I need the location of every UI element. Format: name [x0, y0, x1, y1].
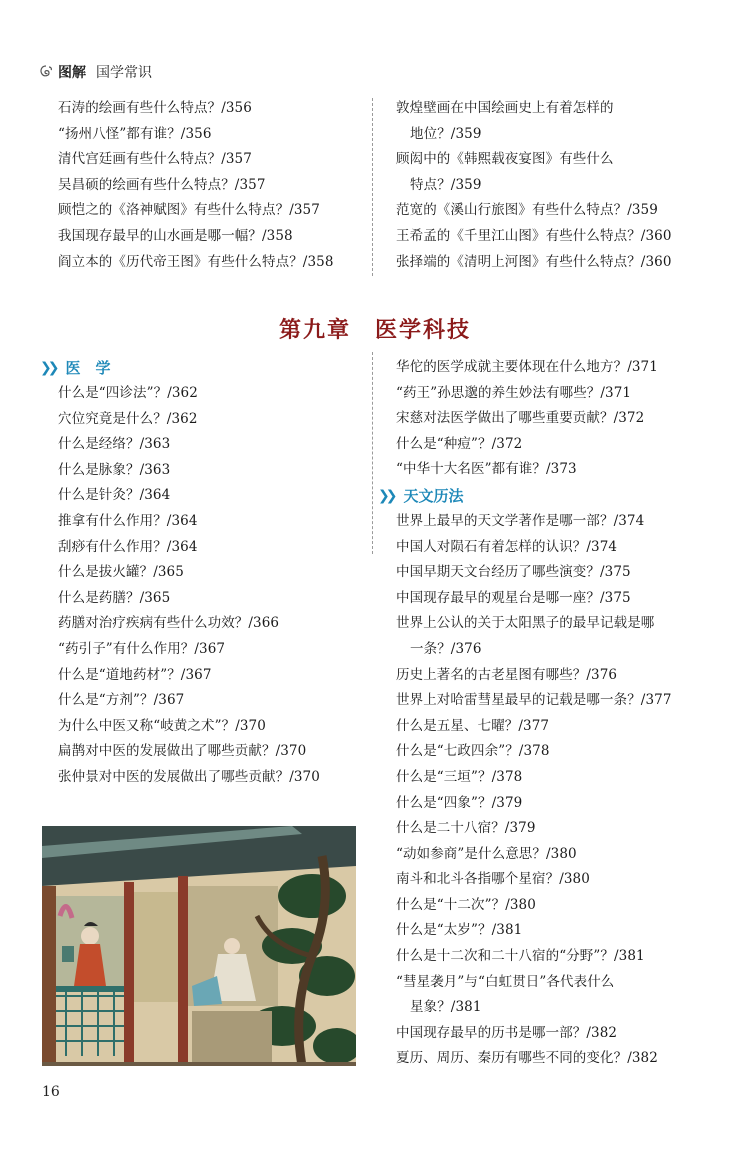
toc-entry: 什么是“十二次”？/380 — [396, 896, 536, 913]
toc-entry: 什么是十二次和二十八宿的“分野”？/381 — [396, 948, 645, 965]
toc-entry: 一条？/376 — [410, 640, 482, 657]
book-title: 图解 — [58, 65, 86, 81]
toc-entry: 什么是经络？/363 — [58, 436, 171, 453]
toc-entry: 张仲景对中医的发展做出了哪些贡献？/370 — [58, 768, 320, 785]
section-heading-medicine — [40, 355, 320, 381]
column-divider-bottom — [372, 352, 373, 554]
toc-entry: 宋慈对法医学做出了哪些重要贡献？/372 — [396, 410, 645, 427]
toc-entry: 什么是“道地药材”？/367 — [58, 666, 212, 683]
toc-entry: 什么是“太岁”？/381 — [396, 922, 523, 939]
toc-right-bottom-column — [378, 355, 672, 1072]
toc-entry: 地位？/359 — [410, 125, 482, 142]
medicine-list — [40, 381, 320, 791]
toc-entry: 什么是药膳？/365 — [58, 589, 171, 606]
toc-entry: 推拿有什么作用？/364 — [58, 512, 198, 529]
column-divider-top — [372, 98, 373, 276]
toc-entry: 什么是“方剂”？/367 — [58, 692, 185, 709]
toc-entry: 石涛的绘画有些什么特点？/356 — [58, 100, 252, 116]
toc-entry: 吴昌硕的绘画有些什么特点？/357 — [58, 176, 266, 193]
toc-entry: 中国现存最早的观星台是哪一座？/375 — [396, 589, 631, 606]
toc-entry: 什么是五星、七曜？/377 — [396, 717, 550, 734]
toc-entry: 中国现存最早的历书是哪一部？/382 — [396, 1024, 618, 1041]
toc-entry: “彗星袭月”与“白虹贯日”各代表什么 — [396, 973, 615, 990]
toc-entry: “扬州八怪”都有谁？/356 — [58, 125, 212, 142]
toc-entry: 顾闳中的《韩熙载夜宴图》有些什么 — [396, 151, 614, 168]
toc-entry: 世界上最早的天文学著作是哪一部？/374 — [396, 512, 645, 529]
toc-entry: 药膳对治疗疾病有些什么功效？/366 — [58, 615, 280, 632]
toc-entry: 什么是“种痘”？/372 — [396, 435, 523, 452]
double-chevron-icon: ❯❯ — [378, 487, 394, 504]
running-header — [38, 62, 152, 82]
toc-entry: “药引子”有什么作用？/367 — [58, 640, 226, 657]
toc-entry: 刮痧有什么作用？/364 — [58, 538, 198, 555]
book-subtitle: 国学常识 — [96, 65, 152, 81]
toc-entry: 敦煌壁画在中国绘画史上有着怎样的 — [396, 100, 614, 116]
toc-entry: 张择端的《清明上河图》有些什么特点？/360 — [396, 253, 672, 270]
double-chevron-icon: ❯❯ — [40, 360, 56, 376]
toc-entry: “中华十大名医”都有谁？/373 — [396, 461, 577, 478]
medicine-continued-list — [396, 355, 672, 483]
toc-entry: 王希孟的《千里江山图》有些什么特点？/360 — [396, 227, 672, 244]
page-number: 16 — [42, 1084, 60, 1100]
section-heading-astronomy — [378, 483, 672, 509]
toc-entry: 华佗的医学成就主要体现在什么地方？/371 — [396, 359, 658, 375]
toc-entry: 穴位究竟是什么？/362 — [58, 410, 198, 427]
toc-entry: 范宽的《溪山行旅图》有些什么特点？/359 — [396, 202, 658, 219]
toc-entry: 夏历、周历、秦历有哪些不同的变化？/382 — [396, 1050, 658, 1067]
toc-entry: 什么是二十八宿？/379 — [396, 820, 536, 837]
toc-entry: 什么是脉象？/363 — [58, 461, 171, 478]
toc-entry: 什么是拔火罐？/365 — [58, 564, 184, 581]
toc-entry: 阎立本的《历代帝王图》有些什么特点？/358 — [58, 253, 334, 270]
toc-entry: 为什么中医又称“岐黄之术”？/370 — [58, 717, 266, 734]
painting-image — [42, 826, 356, 1066]
toc-entry: 什么是“四象”？/379 — [396, 794, 523, 811]
toc-top-left-column — [58, 96, 334, 275]
toc-entry: 什么是针灸？/364 — [58, 487, 171, 504]
toc-entry: 顾恺之的《洛神赋图》有些什么特点？/357 — [58, 202, 320, 219]
toc-entry: 特点？/359 — [410, 176, 482, 193]
toc-entry: “药王”孙思邈的养生妙法有哪些？/371 — [396, 384, 632, 401]
toc-entry: 扁鹊对中医的发展做出了哪些贡献？/370 — [58, 743, 307, 760]
section-label: 天文历法 — [403, 486, 464, 505]
swirl-logo-icon — [38, 64, 54, 80]
toc-entry: 清代宫廷画有些什么特点？/357 — [58, 151, 252, 168]
chapter-title: 第九章 医学科技 — [278, 317, 471, 343]
toc-entry: 什么是“四诊法”？/362 — [58, 385, 198, 401]
toc-entry: 星象？/381 — [410, 999, 482, 1016]
astronomy-list — [396, 509, 672, 1072]
toc-entry: 历史上著名的古老星图有哪些？/376 — [396, 666, 618, 683]
toc-medicine-column — [40, 355, 320, 791]
toc-entry: 我国现存最早的山水画是哪一幅？/358 — [58, 227, 293, 244]
toc-entry: 世界上对哈雷彗星最早的记载是哪一条？/377 — [396, 692, 672, 709]
toc-entry: 南斗和北斗各指哪个星宿？/380 — [396, 871, 590, 888]
toc-entry: “动如参商”是什么意思？/380 — [396, 845, 577, 862]
toc-entry: 什么是“七政四余”？/378 — [396, 743, 550, 760]
court-painting-illustration — [42, 826, 356, 1066]
toc-entry: 什么是“三垣”？/378 — [396, 768, 523, 785]
toc-entry: 中国人对陨石有着怎样的认识？/374 — [396, 538, 618, 555]
toc-entry: 中国早期天文台经历了哪些演变？/375 — [396, 564, 631, 581]
toc-top-right-column — [396, 96, 672, 275]
section-label: 医 学 — [65, 359, 111, 377]
toc-entry: 世界上公认的关于太阳黑子的最早记载是哪 — [396, 615, 655, 632]
